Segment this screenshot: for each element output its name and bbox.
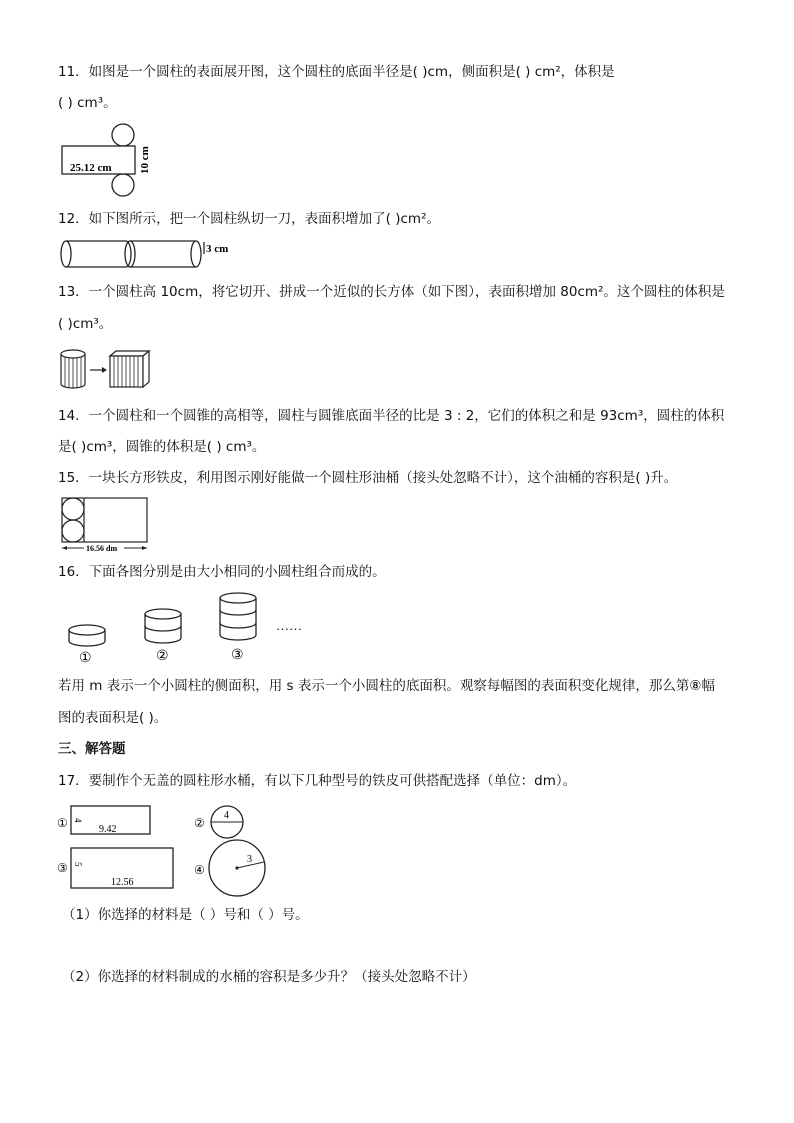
cylinder-right-end (191, 241, 201, 267)
q17-materials-figure (55, 800, 275, 900)
q17-part1: （1）你选择的材料是（ ）号和（ ）号。 (62, 907, 309, 923)
material-3-number: ③ (57, 861, 68, 875)
material-4-number: ④ (194, 863, 205, 877)
q12-cut-cylinder-figure (60, 236, 240, 272)
stack-1 (69, 625, 105, 646)
material-2-number: ② (194, 816, 205, 830)
q14-text-line1: 14．一个圆柱和一个圆锥的高相等，圆柱与圆锥底面半径的比是 3 : 2，它们的体积之和是 93cm³，圆柱的体积 (58, 408, 725, 424)
q16-stacked-cylinders-figure (60, 592, 310, 664)
q16-text-line1: 16．下面各图分别是由大小相同的小圆柱组合而成的。 (58, 564, 386, 580)
cuboid-slices (114, 356, 138, 387)
material-1-length: 9.42 (99, 824, 117, 835)
q17-part2: （2）你选择的材料制成的水桶的容积是多少升？（接头处忽略不计） (62, 969, 476, 985)
cylinder-top (61, 350, 85, 358)
net-bottom-circle (112, 174, 134, 196)
stack-3-label: ③ (231, 648, 244, 663)
cuboid-side (143, 351, 149, 387)
dimension-arrow-left (62, 546, 67, 550)
stack-2-label: ② (156, 649, 169, 664)
q11-text-line2: ( ) cm³。 (58, 95, 117, 111)
q17-text-line1: 17．要制作个无盖的圆柱形水桶，有以下几种型号的铁皮可供搭配选择（单位：dm）。 (58, 773, 577, 789)
material-3-side: 5 (73, 862, 83, 867)
net-height-label: 10 cm (139, 146, 151, 174)
stack-ellipsis: …… (276, 618, 302, 633)
arrow-head (102, 367, 107, 373)
section-3-heading: 三、解答题 (58, 741, 126, 757)
material-4-radius-label: 3 (247, 854, 252, 865)
q13-text-line1: 13．一个圆柱高 10cm，将它切开、拼成一个近似的长方体（如下图），表面积增加 80cm²。这个圆柱的体积是 (58, 284, 725, 300)
cylinder-slices (65, 357, 81, 388)
stack-3 (220, 593, 256, 640)
q13-cylinder-to-cuboid-figure (58, 348, 153, 390)
sheet-length-label: 16.56 dm (86, 544, 118, 553)
q12-text-line1: 12．如下图所示，把一个圆柱纵切一刀，表面积增加了( )cm²。 (58, 211, 440, 227)
cut-height-label: 3 cm (206, 243, 229, 255)
q11-text-line1: 11．如图是一个圆柱的表面展开图，这个圆柱的底面半径是( )cm，侧面积是( ) cm²，体积是 (58, 64, 615, 80)
dimension-arrow-right (142, 546, 147, 550)
q11-cylinder-net-figure (60, 122, 160, 202)
q16-text-line2: 若用 m 表示一个小圆柱的侧面积，用 s 表示一个小圆柱的底面积。观察每幅图的表面积变化规律，那么第⑧幅 (58, 678, 715, 694)
stack-2 (145, 609, 181, 643)
material-1-number: ① (57, 816, 68, 830)
q14-text-line2: 是( )cm³，圆锥的体积是( ) cm³。 (58, 439, 266, 455)
material-3-length: 12.56 (111, 877, 134, 888)
stack-1-label: ① (79, 651, 92, 666)
cylinder-left-end (61, 241, 71, 267)
net-top-circle (112, 124, 134, 146)
q15-sheet-figure (60, 496, 152, 554)
q16-text-line3: 图的表面积是( )。 (58, 710, 168, 726)
q13-text-line2: ( )cm³。 (58, 316, 113, 332)
net-length-label: 25.12 cm (70, 162, 112, 174)
q15-text-line1: 15．一块长方形铁皮，利用图示刚好能做一个圆柱形油桶（接头处忽略不计），这个油桶的容积是( )升。 (58, 470, 678, 486)
material-1-side: 4 (73, 818, 83, 823)
material-2-diameter-label: 4 (224, 810, 229, 821)
